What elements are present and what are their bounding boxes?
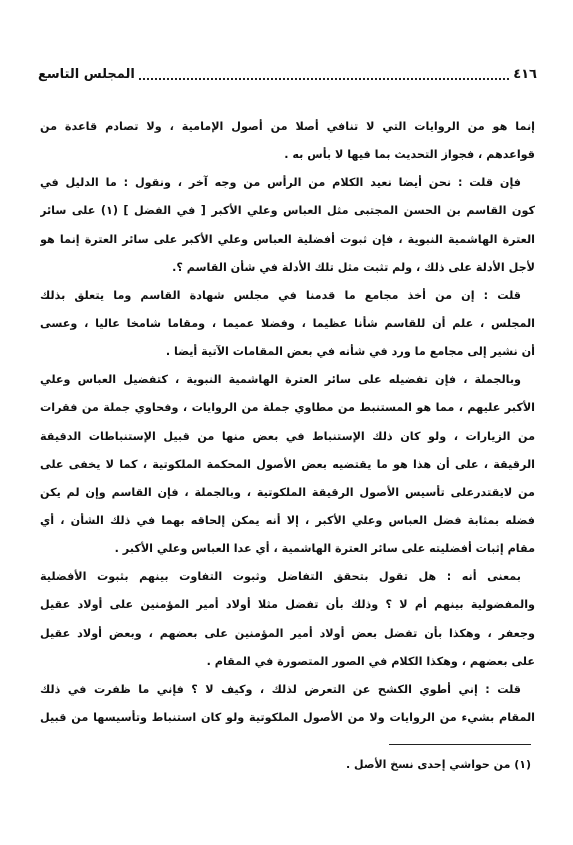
text-line: وبالجملة ، فإن تفضيله على سائر العترة الهاشمية النبوية ، كتفضيل العباس وعلي [40, 373, 521, 387]
paragraph [40, 563, 535, 676]
footnote: (١) من حواشي إحدى نسخ الأصل . [346, 758, 531, 771]
text-line: كون القاسم بن الحسن المجتبى مثل العباس وعلي الأكبر [ في الفضل ] (١) على سائر [40, 204, 535, 218]
dotted-leader [139, 78, 509, 80]
text-line: والمفضولية بينهم أم لا ؟ وذلك بأن تفضل مثلا أولاد أمير المؤمنين على أولاد عقيل [40, 598, 535, 612]
text-line: لأجل الأدلة على ذلك ، ولم تثبت مثل تلك الأدلة في شأن القاسم ؟. [172, 260, 535, 274]
page-number: ٤١٦ [513, 67, 537, 82]
text-line: فإن قلت : نحن أيضا نعيد الكلام من الرأس من وجه آخر ، ونقول : ما الدليل في [40, 176, 521, 190]
text-line: إنما هو من الروايات التي لا تنافي أصلا من أصول الإمامية ، ولا تصادم قاعدة من [40, 120, 535, 133]
paragraph [40, 676, 535, 732]
text-line: العترة الهاشمية النبوية ، فإن ثبوت أفضلية العباس وعلي الأكبر على سائر العترة إنما هو [40, 232, 535, 246]
text-line: من لايقتدرعلى تأسيس الأصول الرقيقة الملكوتية ، وبالجملة ، فإن القاسم وإن لم يكن [40, 485, 535, 499]
running-head [38, 64, 537, 84]
body-text [40, 113, 535, 732]
text-line: المقام بشيء من الروايات ولا من الأصول الملكوتية ولو كان استنباط وتأسيسها من قبيل [40, 710, 535, 724]
text-line: مقام إثبات أفضليته على سائر العترة الهاشمية ، أي عدا العباس وعلي الأكبر . [114, 542, 535, 556]
paragraph [40, 113, 535, 169]
paragraph [40, 282, 535, 366]
text-line: فضله بمثابة فضل العباس وعلي الأكبر ، إلا أنه يمكن إلحاقه بهما في ذلك الشأن ، أي [40, 513, 535, 527]
text-line: قلت : إني أطوي الكشح عن التعرض لذلك ، وكيف لا ؟ فإني ما ظفرت في ذلك [40, 682, 521, 696]
paragraph [40, 169, 535, 282]
text-line: بمعنى أنه : هل تقول بتحقق التفاضل وثبوت التفاوت بينهم بثبوت الأفضلية [40, 570, 521, 584]
paragraph [40, 366, 535, 563]
text-line: على بعضهم ، وهكذا الكلام في الصور المتصورة في المقام . [206, 654, 535, 668]
text-line: من الزيارات ، ولو كان ذلك الإستنباط في بعض منها من قبيل الإستنباطات الدقيقة [40, 429, 535, 443]
text-line: المجلس ، علم أن للقاسم شأنا عظيما ، وفضلا عميما ، ومقاما شامخا عاليا ، وعسى [40, 316, 535, 330]
footnote-separator [389, 744, 531, 745]
text-line: الأكبر عليهم ، مما هو المستنبط من مطاوي جملة من الروايات ، وفحاوي جملة من فقرات [40, 401, 535, 415]
text-line: أن نشير إلى مجامع ما ورد في شأنه في بعض المقامات الآتية أيضا . [165, 345, 535, 359]
text-line: قلت : إن من أخذ مجامع ما قدمنا في مجلس شهادة القاسم وما يتعلق بذلك [40, 288, 521, 302]
text-line: الرقيقة ، على أن هذا هو ما يقتضيه بعض الأصول المحكمة الملكوتية ، كما لا يخفى على [40, 457, 535, 471]
section-title: المجلس التاسع [38, 67, 135, 82]
text-line: قواعدهم ، فجواز التحديث بما فيها لا بأس به . [284, 148, 535, 162]
text-line: وجعفر ، وهكذا بأن تفضل بعض أولاد أمير المؤمنين على بعضهم ، وبعض أولاد عقيل [40, 626, 535, 640]
